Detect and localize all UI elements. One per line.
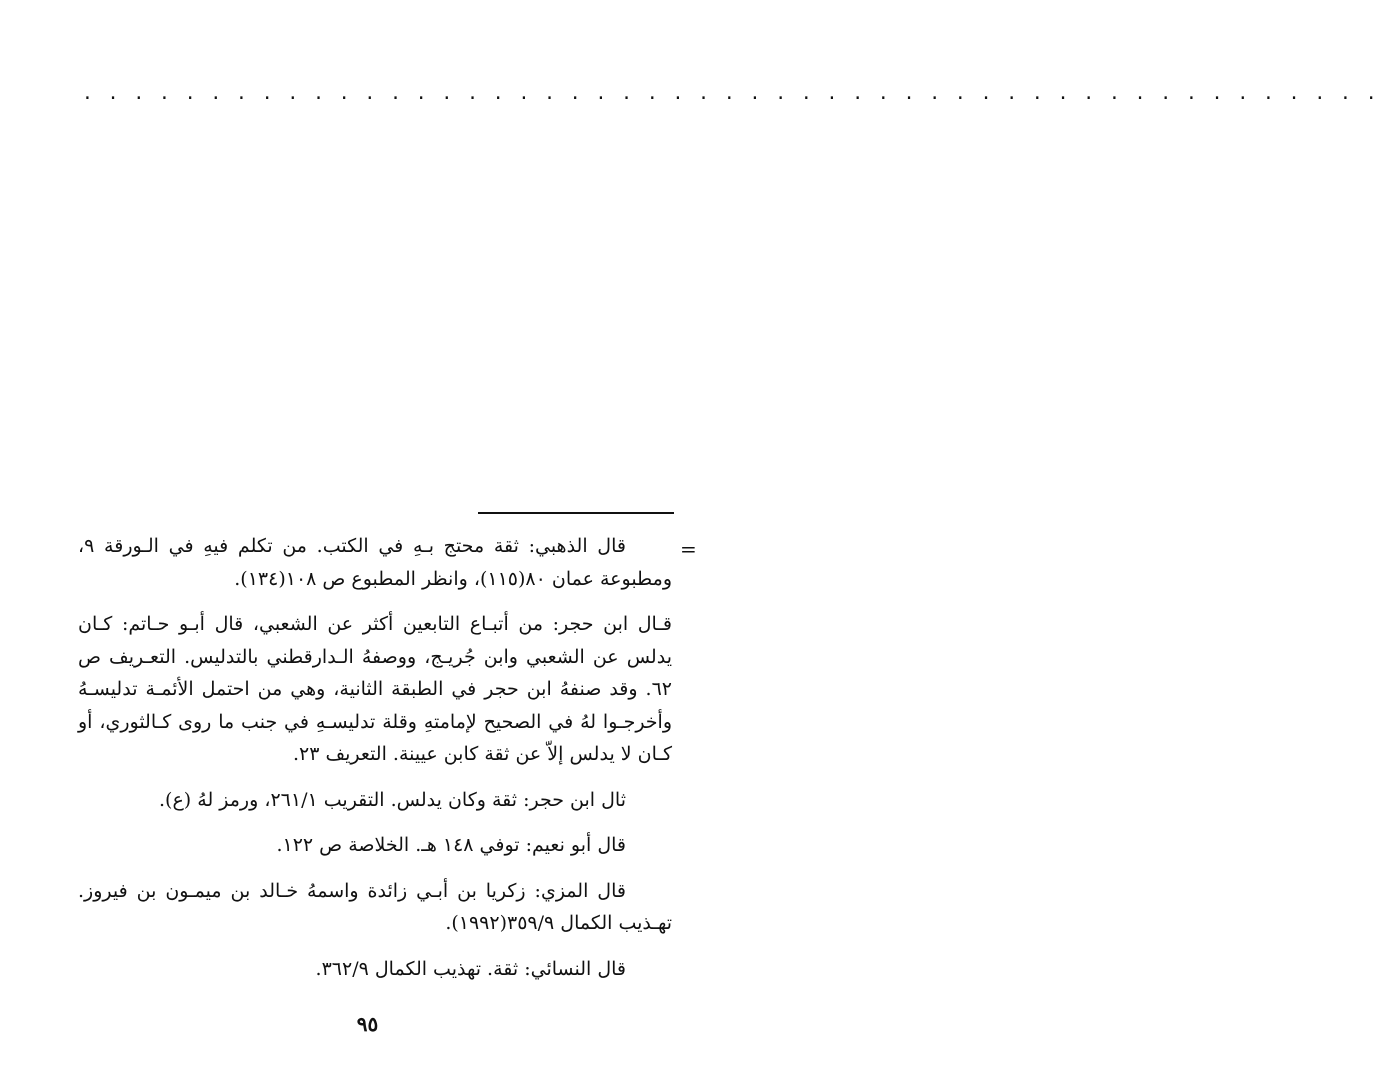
footnote-paragraph: قال المزي: زكريا بن أبـي زائدة واسمهُ خـالد بن ميمـون بن فيروز. تهـذيب الكمال ٣٥٩/٩(١٩٩٢).: [78, 879, 672, 934]
footnote-rule: [478, 512, 674, 514]
continuation-mark: =: [680, 537, 697, 561]
page-number: ٩٥: [356, 1012, 379, 1036]
footnote-paragraph: ثال ابن حجر: ثقة وكان يدلس. التقريب ٢٦١/١، ورمز لهُ (ع).: [159, 788, 626, 811]
dotted-separator: . . . . . . . . . . . . . . . . . . . . . . . . . . . . . . . . . . . . . . . . . . . . . . . . . . .: [82, 83, 1379, 104]
footnote-paragraph: قال أبو نعيم: توفي ١٤٨ هـ. الخلاصة ص ١٢٢.: [276, 834, 626, 856]
footnote-paragraph: قال النسائي: ثقة. تهذيب الكمال ٣٦٢/٩.: [315, 957, 626, 980]
footnote-paragraph: قـال ابن حجر: من أتبـاع التابعين أكثر عن الشعبي، قال أبـو حـاتم: كـان يدلس عن الشعبي وابن جُريـج، ووصفهُ الـدارقطني بالتدليس. التعـريف ص ٦٢. وقد صنفهُ ابن حجر في الطبقة الثانية، وهي من احتمل الأئمـة تدليسـهُ وأخرجـوا لهُ في الصحيح لإمامتهِ وقلة تدليسـهِ في جنب ما روى كـالثوري، أو كـان لا يدلس إلاّ عن ثقة كابن عيينة. التعريف ٢٣.: [78, 613, 672, 765]
footnote-paragraph: قال الذهبي: ثقة محتج بـهِ في الكتب. من تكلم فيهِ في الـورقة ٩، ومطبوعة عمان ٨٠(١١٥)، وانظر المطبوع ص ١٠٨(١٣٤).: [78, 535, 672, 590]
footnotes: [78, 530, 672, 998]
